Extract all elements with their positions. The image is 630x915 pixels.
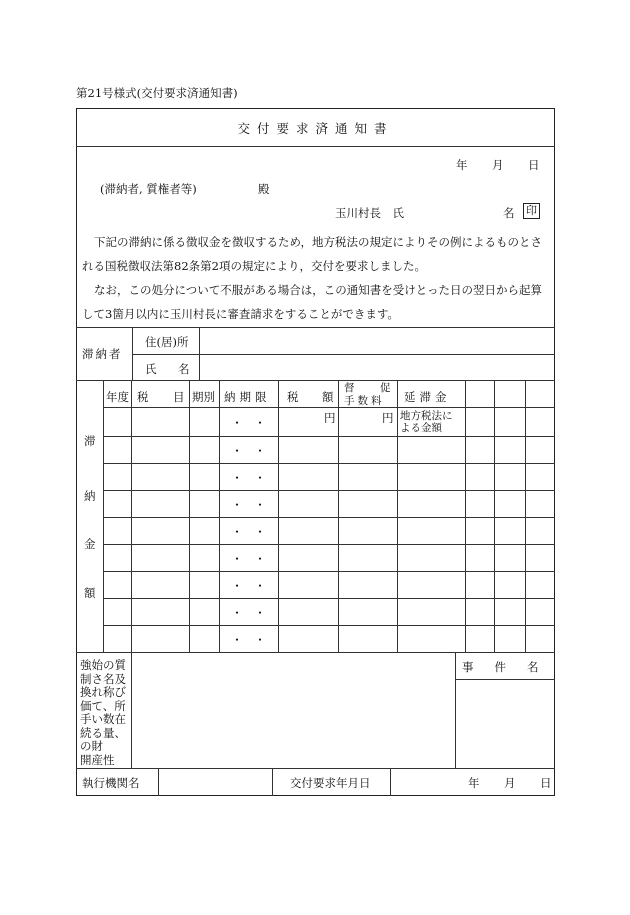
divider: [455, 679, 555, 680]
name-field-label-1: 氏: [145, 362, 157, 376]
due-date-placeholder: ・ ・: [231, 579, 266, 593]
due-date-placeholder: ・ ・: [231, 416, 266, 430]
request-date-label: 交付要求年月日: [290, 776, 371, 790]
grid-line: [465, 380, 466, 652]
notice-form: [76, 108, 560, 796]
header-period: 期別: [192, 390, 215, 404]
divider: [131, 652, 132, 768]
enforcement-label-line: 強始の質: [80, 658, 126, 672]
due-date-placeholder: ・ ・: [231, 525, 266, 539]
addressee: (滞納者, 質権者等): [100, 182, 197, 196]
footer-day-label: 日: [540, 776, 552, 790]
delinquent-label: 滞納者: [82, 347, 123, 361]
divider: [76, 768, 555, 769]
due-date-placeholder: ・ ・: [231, 606, 266, 620]
grid-line: [494, 380, 495, 652]
unit-fee: 円: [382, 411, 394, 425]
due-date-placeholder: ・ ・: [231, 552, 266, 566]
grid-line: [103, 544, 555, 545]
grid-line: [338, 380, 339, 652]
enforcement-label-line: 続る量、: [80, 725, 126, 740]
grid-line: [397, 380, 398, 652]
header-due-date: 納期限: [224, 390, 271, 404]
delinquency-note-1: 地方税法に: [400, 410, 453, 422]
enforcement-label-line: 開産性: [80, 752, 115, 767]
header-tax-amount-2: 額: [322, 390, 334, 404]
enforcement-label-line: の財: [80, 739, 103, 753]
grid-line: [103, 598, 555, 599]
amount-side-label-1: 滞: [84, 434, 96, 448]
header-fee-3: 手数料: [344, 395, 385, 407]
date-year-label: 年: [456, 158, 468, 172]
amount-side-label-2: 納: [84, 489, 96, 503]
body-text-2: なお，この処分について不服がある場合は，この通知書を受けとった日の翌日から起算して3箇月以内に玉川村長に審査請求をすることができます。: [82, 283, 543, 321]
enforcement-label: [80, 659, 126, 767]
address-label: 住(居)所: [145, 335, 189, 349]
divider: [76, 652, 555, 653]
header-tax-item-2: 目: [173, 390, 185, 404]
grid-line: [131, 380, 132, 652]
grid-line: [103, 625, 555, 626]
grid-line: [103, 380, 104, 652]
enforcement-label-line: 換れ称び: [80, 685, 126, 699]
executing-agency-label: 執行機関名: [82, 776, 140, 790]
amount-side-label-3: 金: [84, 537, 96, 551]
divider: [76, 146, 555, 147]
header-fee-2: 促: [380, 382, 391, 394]
divider: [132, 354, 555, 355]
case-name-label: 事件名: [462, 660, 560, 674]
form-number: 第21号様式(交付要求済通知書): [76, 86, 238, 100]
enforcement-label-line: 手い数在: [80, 712, 126, 726]
amount-side-label-4: 額: [84, 586, 96, 600]
grid-line: [189, 380, 190, 652]
body-text-1: 下記の滞納に係る徴収金を徴収するため，地方税法の規定によりその例によるものとされる国税徴収法第82条第2項の規定により，交付を要求しました。: [82, 235, 543, 273]
footer-month-label: 月: [504, 776, 516, 790]
unit-tax-amount: 円: [324, 411, 336, 425]
grid-line: [103, 490, 555, 491]
divider: [158, 768, 159, 796]
form-title: 交付要求済通知書: [237, 121, 394, 136]
header-tax-item-1: 税: [137, 390, 149, 404]
name-label: 名: [503, 206, 515, 220]
delinquency-note-2: よる金額: [400, 422, 442, 434]
divider: [76, 327, 555, 328]
due-date-placeholder: ・ ・: [231, 498, 266, 512]
issuer: 玉川村長 氏: [335, 206, 404, 220]
honorific: 殿: [258, 182, 270, 196]
grid-line: [103, 463, 555, 464]
header-year: 年度: [106, 390, 129, 404]
date-day-label: 日: [528, 158, 540, 172]
footer-year-label: 年: [468, 776, 480, 790]
grid-line: [103, 436, 555, 437]
grid-line: [525, 380, 526, 652]
divider: [390, 768, 391, 796]
name-field-label-2: 名: [178, 362, 190, 376]
grid-line: [103, 517, 555, 518]
enforcement-label-line: 制さ名及: [80, 671, 126, 686]
divider: [272, 768, 273, 796]
seal-mark: 印: [523, 203, 540, 219]
grid-line: [103, 407, 555, 408]
due-date-placeholder: ・ ・: [231, 444, 266, 458]
grid-line: [278, 380, 279, 652]
grid-line: [103, 571, 555, 572]
header-delinquency: 延滞金: [404, 390, 451, 404]
header-fee-1: 督: [344, 382, 355, 394]
header-tax-amount-1: 税: [287, 390, 299, 404]
enforcement-label-line: 価て、所: [80, 698, 126, 713]
divider: [455, 652, 456, 768]
due-date-placeholder: ・ ・: [231, 633, 266, 647]
divider: [76, 380, 555, 381]
due-date-placeholder: ・ ・: [231, 471, 266, 485]
date-month-label: 月: [492, 158, 504, 172]
